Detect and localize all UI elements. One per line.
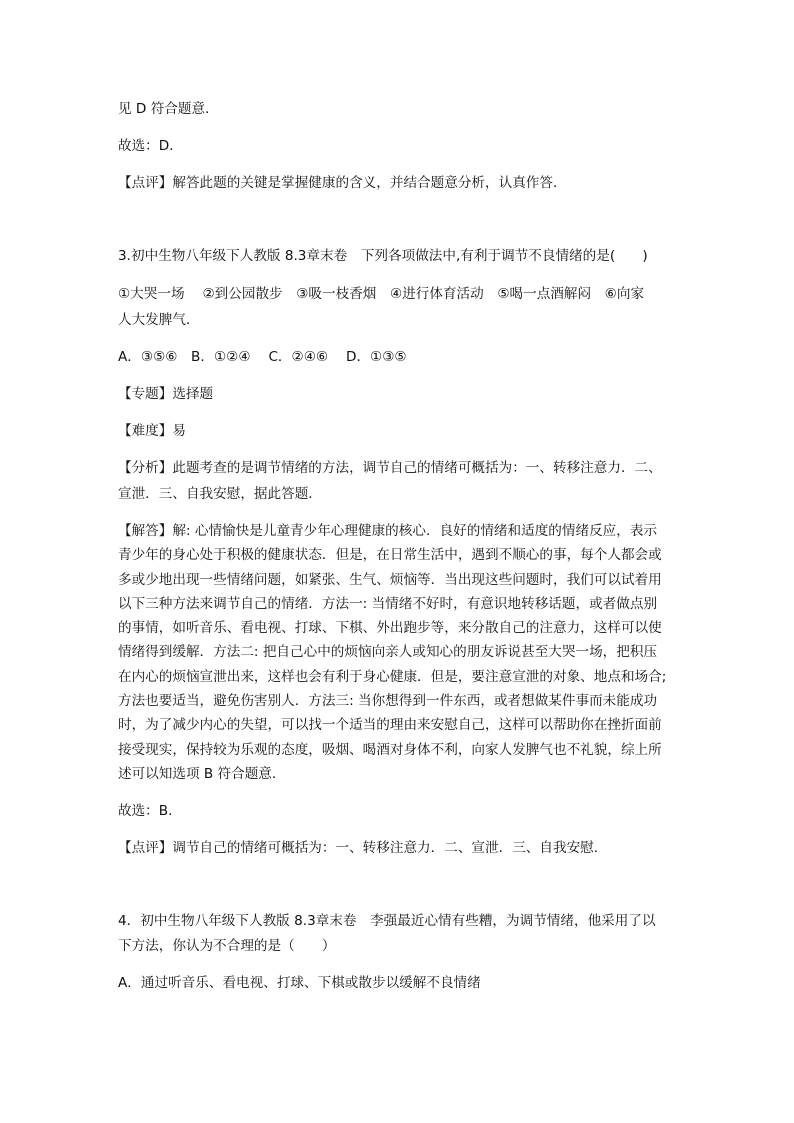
- q3-items-line2: 人大发脾气．: [118, 312, 200, 328]
- q3-header: 3.初中生物八年级下人教版 8.3章末卷 下列各项做法中,有利于调节不良情绪的是( ): [118, 248, 648, 264]
- q4-header-line1: 4．初中生物八年级下人教版 8.3章末卷 李强最近心情有些糟，为调节情绪，他采用了以: [118, 913, 656, 929]
- q3-solution-line: 在内心的烦恼宣泄出来，这样也会有利于身心健康．但是，要注意宣泄的对象、地点和场合;: [118, 669, 667, 685]
- q3-options: A．③⑤⑥ B．①②④ C．②④⑥ D．①③⑤: [118, 349, 407, 365]
- q3-solution-line: 情绪得到缓解．方法二: 把自己心中的烦恼向亲人或知心的朋友诉说甚至大哭一场，把积压: [118, 644, 658, 660]
- q3-solution-line: 青少年的身心处于积极的健康状态．但是，在日常生活中，遇到不顺心的事，每个人都会或: [118, 547, 662, 563]
- prev-choice: 故选：D．: [118, 138, 183, 154]
- prev-answer-line: 见 D 符合题意．: [118, 101, 219, 117]
- q3-analysis-line1: 【分析】此题考查的是调节情绪的方法，调节自己的情绪可概括为：一、转移注意力．二、: [118, 460, 662, 476]
- q4-header-line2: 下方法，你认为不合理的是（ ）: [118, 938, 336, 954]
- q4-option-a: A．通过听音乐、看电视、打球、下棋或散步以缓解不良情绪: [118, 975, 481, 991]
- q3-solution-line: 的事情，如听音乐、看电视、打球、下棋、外出跑步等，来分散自己的注意力，这样可以使: [118, 620, 662, 636]
- q3-comment: 【点评】调节自己的情绪可概括为：一、转移注意力．二、宣泄．三、自我安慰．: [118, 840, 608, 856]
- q3-solution-line: 时，为了减少内心的失望，可以找一个适当的理由来安慰自己，这样可以帮助你在挫折面前: [118, 717, 662, 733]
- q3-difficulty: 【难度】易: [118, 423, 186, 439]
- q3-topic: 【专题】选择题: [118, 386, 214, 402]
- q3-solution-line: 多或少地出现一些情绪问题，如紧张、生气、烦恼等．当出现这些问题时，我们可以试着用: [118, 572, 662, 588]
- q3-analysis-line2: 宣泄．三、自我安慰，据此答题．: [118, 486, 322, 502]
- prev-comment: 【点评】解答此题的关键是掌握健康的含义，并结合题意分析，认真作答．: [118, 175, 567, 191]
- q3-solution-line: 【解答】解: 心情愉快是儿童青少年心理健康的核心．良好的情绪和适度的情绪反应，表示: [118, 523, 658, 539]
- q3-solution-line: 述可以知选项 B 符合题意．: [118, 766, 286, 782]
- q3-solution-line: 方法也要适当，避免伤害别人．方法三: 当你想得到一件东西，或者想做某件事而未能成功: [118, 693, 658, 709]
- q3-solution-line: 接受现实，保持较为乐观的态度，吸烟、喝酒对身体不利，向家人发脾气也不礼貌，综上所: [118, 742, 662, 758]
- q3-answer: 故选：B．: [118, 803, 182, 819]
- q3-solution-line: 以下三种方法来调节自己的情绪．方法一: 当情绪不好时，有意识地转移话题，或者做点别: [118, 596, 658, 612]
- q3-items-line1: ①大哭一场 ②到公园散步 ③吸一枝香烟 ④进行体育活动 ⑤喝一点酒解闷 ⑥向家: [118, 286, 645, 302]
